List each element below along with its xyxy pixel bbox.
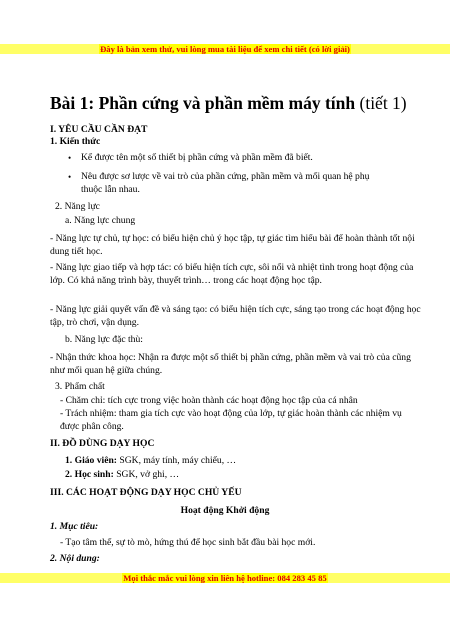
- supplies-item-2-label: Học sinh:: [74, 469, 114, 480]
- competency-para-3: - Năng lực giải quyết vấn đề và sáng tạo: có biểu hiện tích cực, sáng tạo trong các hoạt động học tập, trò chơi, vận dụng.: [50, 304, 421, 328]
- supplies-item-2: [65, 469, 179, 482]
- knowledge-bullet-2-cont: thuộc lẫn nhau.: [81, 184, 140, 195]
- lesson-title-suffix: (tiết 1): [359, 93, 407, 113]
- bullet-icon: •: [68, 172, 72, 182]
- section-1-sub-knowledge: 1. Kiến thức: [50, 136, 101, 147]
- supplies-item-2-num: 2.: [65, 469, 73, 480]
- section-1-sub-quality: 3. Phẩm chất: [55, 381, 105, 392]
- competency-para-1: - Năng lực tự chủ, tự học: có biểu hiện chủ ý học tập, tự giác tìm hiểu bài để hoàn thành tốt nội dung tiết học.: [50, 233, 415, 257]
- hotline-banner-text: Mọi thắc mắc vui lòng xin liên hệ hotline: 084 283 45 85: [123, 573, 327, 583]
- competency-general: a. Năng lực chung: [65, 215, 136, 226]
- lesson-title: [50, 93, 407, 114]
- quality-para-1: - Chăm chỉ: tích cực trong việc hoàn thành các hoạt động học tập của cá nhân: [60, 395, 358, 406]
- content-label: 2. Nội dung:: [50, 553, 100, 564]
- preview-banner: [0, 44, 450, 54]
- knowledge-bullet-2: Nêu được sơ lược về vai trò của phần cứng, phần mềm và mối quan hệ phụ: [81, 171, 370, 182]
- hotline-banner: [0, 573, 450, 583]
- section-3-heading: III. CÁC HOẠT ĐỘNG DẠY HỌC CHỦ YẾU: [50, 487, 242, 498]
- competency-para-4: - Nhận thức khoa học: Nhận ra được một số thiết bị phần cứng, phần mềm và vai trò của cũng như mối quan hệ giữa chúng.: [50, 352, 411, 376]
- knowledge-bullet-1: Kể được tên một số thiết bị phần cứng và phần mềm đã biết.: [81, 152, 313, 163]
- competency-specific: b. Năng lực đặc thù:: [65, 334, 143, 345]
- activity-heading: Hoạt động Khởi động: [180, 505, 270, 516]
- lesson-title-main: Bài 1: Phần cứng và phần mềm máy tính: [50, 93, 356, 113]
- supplies-item-1-text: SGK, máy tính, máy chiếu, …: [116, 455, 237, 466]
- supplies-item-1-num: 1.: [65, 455, 73, 466]
- section-1-sub-competency: 2. Năng lực: [55, 201, 100, 212]
- goal-text: - Tạo tâm thế, sự tò mò, hứng thú để học sinh bắt đầu bài học mới.: [60, 537, 316, 548]
- quality-para-2: - Trách nhiệm: tham gia tích cực vào hoạt động của lớp, tự giác hoàn thành các nhiệm vụ được phân công.: [60, 408, 402, 432]
- goal-label: 1. Mục tiêu:: [50, 521, 99, 532]
- supplies-item-1: [65, 455, 236, 468]
- competency-para-2: - Năng lực giao tiếp và hợp tác: có biểu hiện tích cực, sôi nổi và nhiệt tình trong hoạt động của lớp. Có khả năng trình bày, thuyết trình… trong các hoạt động học tập.: [50, 262, 414, 286]
- supplies-item-1-label: Giáo viên:: [74, 455, 117, 466]
- section-2-heading: II. ĐỒ DÙNG DẠY HỌC: [50, 438, 155, 449]
- section-1-heading: I. YÊU CẦU CẦN ĐẠT: [50, 124, 148, 135]
- preview-banner-text: Đây là bản xem thử, vui lòng mua tài liệu để xem chi tiết (có lời giải): [100, 44, 350, 54]
- supplies-item-2-text: SGK, vở ghi, …: [113, 469, 180, 480]
- bullet-icon: •: [68, 153, 72, 163]
